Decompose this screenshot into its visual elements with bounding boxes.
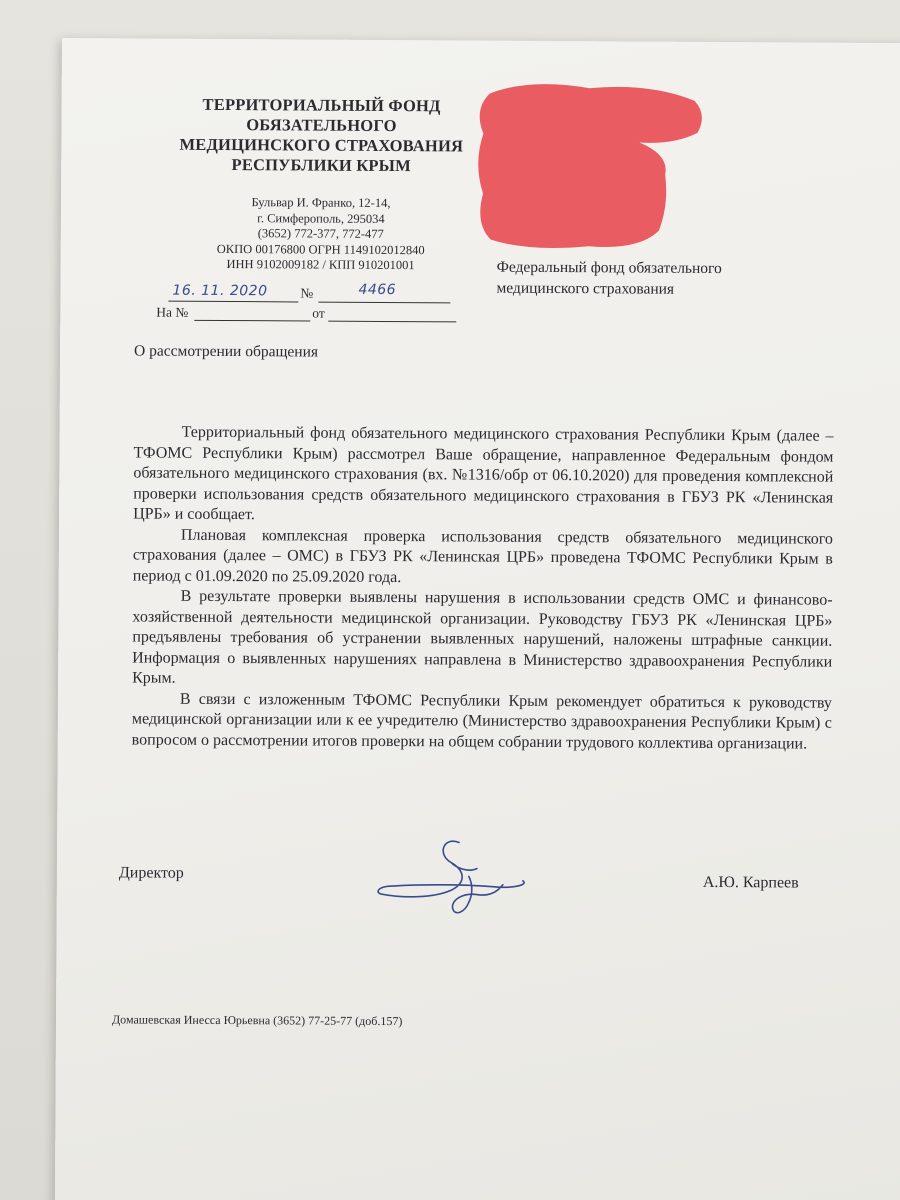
reply-label: На № [156, 304, 189, 320]
from-label: от [312, 305, 325, 321]
body-paragraph: В результате проверки выявлены нарушения в использовании средств ОМС и финансово-хозяйственной деятельности медицинской организации. Руководству ГБУЗ РК «Ленинская ЦРБ» предъявлены требования об устранении выявленных нарушений, наложены штрафные санкции. Информация о выявленных нарушениях направлена в Министерство здравоохранения Республики Крым. [132, 587, 833, 687]
number-underline [318, 302, 450, 304]
address-line: Бульвар И. Франко, 12-14, [251, 195, 391, 211]
address-line: ИНН 9102009182 / КПП 910201001 [226, 257, 415, 273]
address-line: г. Симферополь, 295034 [257, 210, 385, 226]
signer-name: А.Ю. Карпеев [702, 873, 799, 892]
letter-sheet [55, 38, 900, 1200]
organization-address [161, 195, 481, 274]
body-paragraph: В связи с изложенным ТФОМС Республики Крым рекомендует обратиться к руководству медицинской организации или к ее учредителю (Министерство здравоохранения Республики Крым) с вопросом о рассмотрении итогов проверки на общем собрании трудового коллектива организации. [131, 690, 833, 753]
number-label: № [300, 285, 314, 301]
letter-subject: О рассмотрении обращения [134, 342, 319, 361]
from-underline [328, 321, 456, 323]
org-line: РЕСПУБЛИКИ КРЫМ [231, 155, 411, 176]
registration-date: 16. 11. 2020 [172, 282, 268, 300]
handwritten-signature [373, 832, 534, 923]
body-paragraph: Плановая комплексная проверка использования средств обязательного медицинского страхования (далее – ОМС) в ГБУЗ РК «Ленинская ЦРБ» проведена ТФОМС Республики Крым в период с 01.09.2020 по 25.09.2020 года. [132, 526, 834, 586]
recipient-line: Федеральный фонд обязательного [496, 258, 722, 278]
body-paragraph: Территориальный фонд обязательного медицинского страхования Республики Крым (далее – ТФОМС Республики Крым) рассмотрел Ваше обращение, направленное Федеральным фондом обязательного медицинского страхования (вх. №1316/обр от 06.10.2020) для проведения комплексной проверки использования средств обязательного медицинского страхования в ГБУЗ РК «Ленинская ЦРБ» и сообщает. [133, 423, 834, 524]
org-line: ТЕРРИТОРИАЛЬНЫЙ ФОНД [202, 94, 441, 116]
executor-contact: Домашевская Инесса Юрьевна (3652) 77-25-77 (доб.157) [111, 1012, 403, 1029]
date-underline [168, 301, 298, 303]
recipient-line: медицинского страхования [496, 279, 675, 298]
org-line: МЕДИЦИНСКОГО СТРАХОВАНИЯ [179, 134, 464, 156]
recipient [496, 257, 721, 300]
redaction-mark [469, 73, 710, 254]
address-line: (3652) 772-377, 772-477 [257, 226, 384, 241]
address-line: ОКПО 00176800 ОГРН 1149102012840 [216, 241, 425, 257]
reply-underline [194, 320, 310, 322]
signer-position: Директор [118, 864, 184, 882]
registration-number: 4466 [358, 281, 397, 299]
organization-name [151, 95, 491, 177]
org-line: ОБЯЗАТЕЛЬНОГО [246, 115, 397, 136]
letter-body [132, 422, 834, 754]
